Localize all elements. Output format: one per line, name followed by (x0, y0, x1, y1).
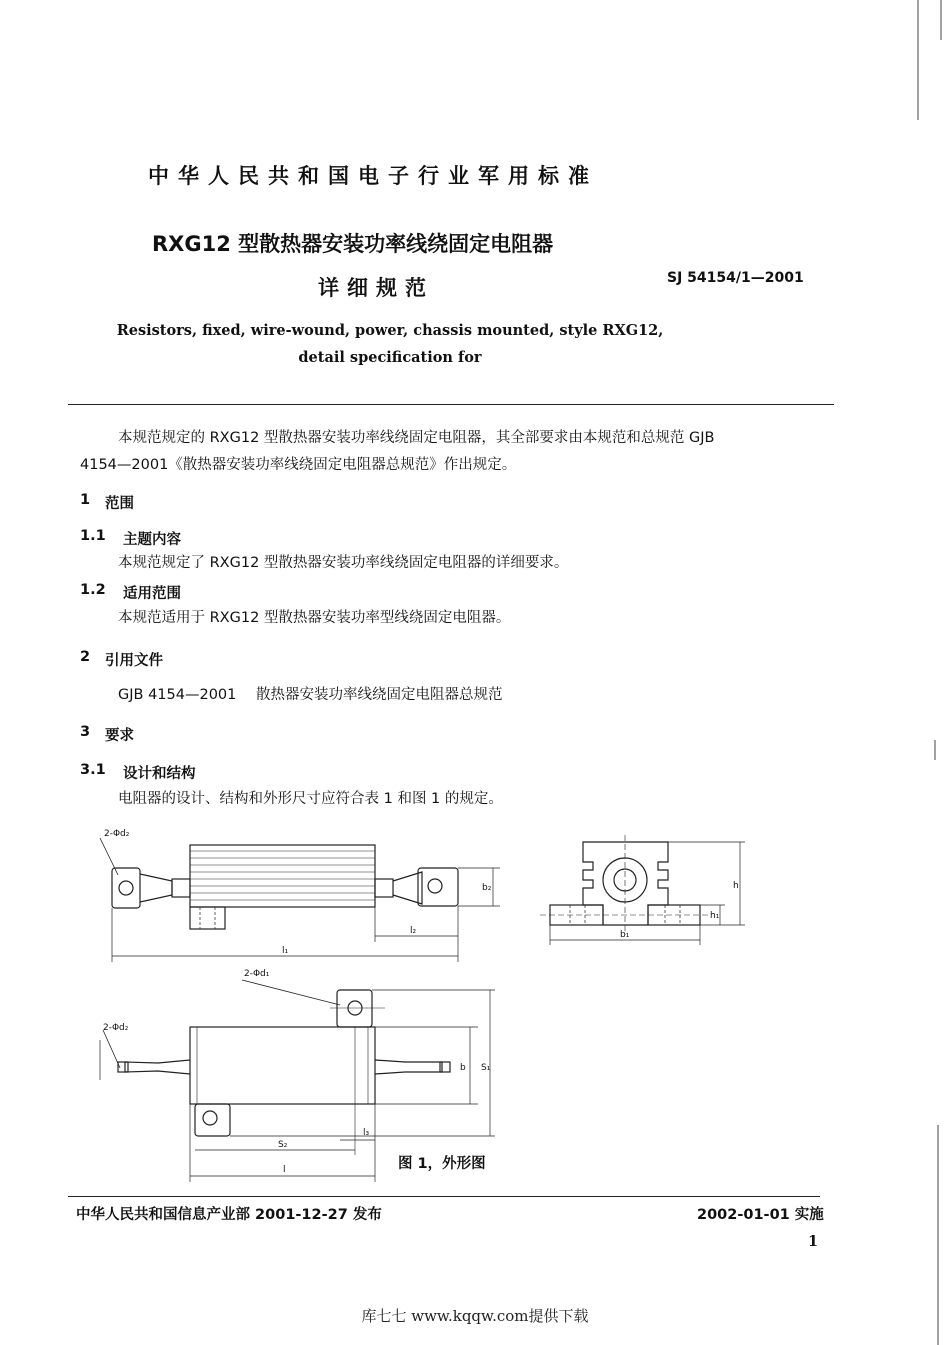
label-h: h (733, 881, 739, 891)
label-l: l (283, 1165, 286, 1175)
section-1-2-text: 本规范适用于 RXG12 型散热器安装功率型线绕固定电阻器。 (118, 610, 511, 626)
section-1-2-number: 1.2 (80, 582, 106, 598)
top-end-view (540, 835, 745, 945)
section-3-1-number: 3.1 (80, 762, 106, 778)
org-heading: 中华人民共和国电子行业军用标准 (148, 164, 598, 188)
title-en-line2: detail specification for (298, 349, 482, 366)
section-1-1-number: 1.1 (80, 528, 106, 544)
section-2-number: 2 (80, 649, 91, 665)
label-l3: l₃ (363, 1128, 370, 1138)
label-l1: l₁ (282, 946, 289, 956)
section-1-1-text: 本规范规定了 RXG12 型散热器安装功率线绕固定电阻器的详细要求。 (118, 555, 569, 571)
label-l2: l₂ (410, 926, 417, 936)
title-cn-line1: RXG12 型散热器安装功率线绕固定电阻器 (152, 232, 554, 256)
title-cn-line2: 详细规范 (318, 276, 434, 300)
footer-divider (68, 1196, 820, 1197)
section-3-number: 3 (80, 724, 91, 740)
label-2phid2-bottom: 2-Φd₂ (103, 1023, 129, 1033)
label-2phid2-top: 2-Φd₂ (104, 829, 130, 839)
label-S2: S₂ (278, 1140, 288, 1150)
reference-code: GJB 4154—2001 (118, 687, 237, 703)
section-3-1-text: 电阻器的设计、结构和外形尺寸应符合表 1 和图 1 的规定。 (118, 791, 503, 807)
download-watermark: 库七七 www.kqqw.com提供下载 (361, 1307, 589, 1325)
top-side-view (100, 838, 500, 962)
label-b2: b₂ (482, 883, 492, 893)
section-1-2-title: 适用范围 (123, 586, 181, 602)
reference-title: 散热器安装功率线绕固定电阻器总规范 (256, 687, 503, 703)
figure-caption: 图 1，外形图 (398, 1156, 486, 1172)
label-S1: S₁ (481, 1063, 491, 1073)
label-b1: b₁ (620, 930, 630, 940)
section-3-1-title: 设计和结构 (123, 766, 196, 782)
intro-line2: 4154—2001《散热器安装功率线绕固定电阻器总规范》作出规定。 (80, 457, 517, 473)
section-1-title: 范围 (105, 496, 134, 512)
scan-edge-marks (918, 0, 941, 1345)
label-2phid1: 2-Φd₁ (244, 969, 270, 979)
section-2-title: 引用文件 (105, 653, 163, 669)
section-1-number: 1 (80, 492, 91, 508)
issuer-line: 中华人民共和国信息产业部 2001-12-27 发布 (76, 1207, 382, 1223)
standard-code: SJ 54154/1—2001 (667, 270, 804, 286)
section-3-title: 要求 (105, 728, 134, 744)
effective-date: 2002-01-01 实施 (697, 1207, 824, 1223)
title-en-line1: Resistors, fixed, wire-wound, power, chassis mounted, style RXG12, (116, 322, 664, 339)
section-1-1-title: 主题内容 (123, 532, 181, 548)
label-h1: h₁ (710, 911, 720, 921)
page-number: 1 (808, 1233, 819, 1250)
label-b: b (460, 1063, 466, 1073)
intro-line1: 本规范规定的 RXG12 型散热器安装功率线绕固定电阻器，其全部要求由本规范和总规范 GJB (118, 430, 715, 446)
